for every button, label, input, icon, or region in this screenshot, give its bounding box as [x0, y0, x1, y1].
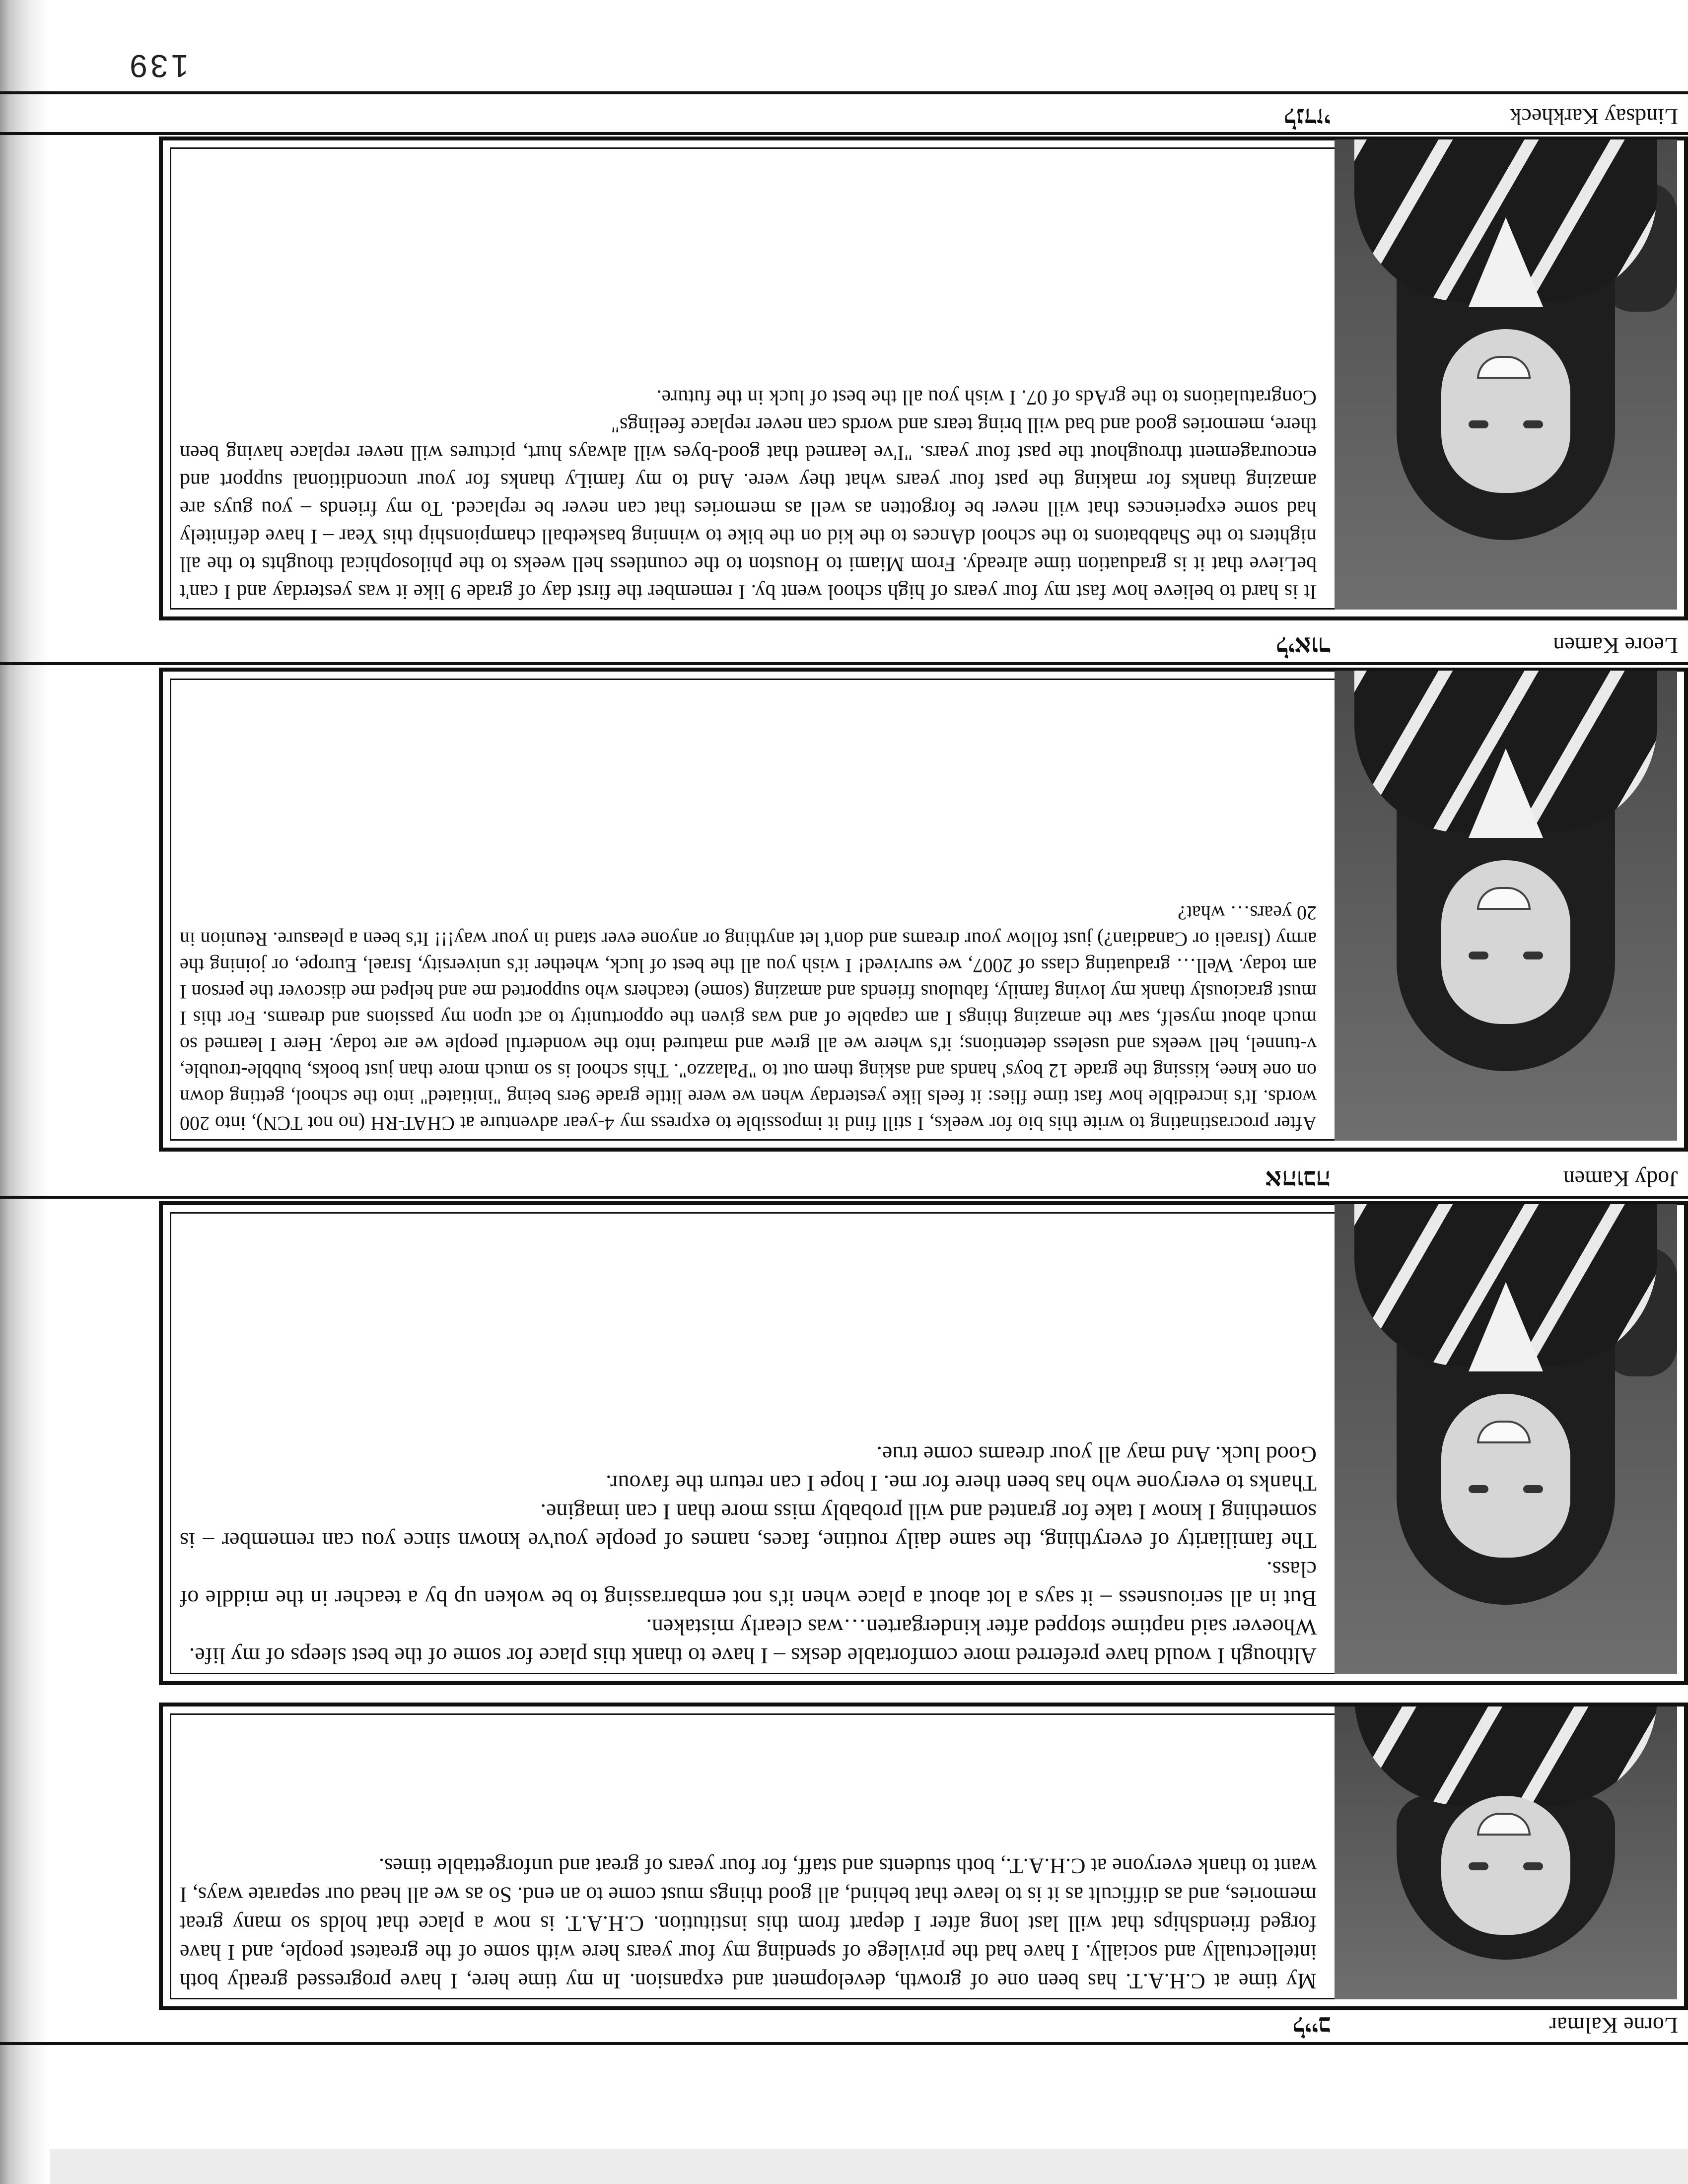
bio-paragraph: It is hard to believe how fast my four years of high school went by. I remember the first day of grade 9 like it was yesterday and I can't beLieve that it is graduation time already. From Miami to Houston to the countless hell weeks to the philosophical thoughts to the all nighters to the Shabbatons to the school dAnces to the kid on the bike to winning basketball championship this Year – I have definitely had some experiences that will never be forgotten as well as memories that can never be replaced. To my friends – you guys are amazing thanks for making the past four years what they were. And to my famiLy thanks for your unconditional support and encouragement throughout the past four years. "I've learned that good-byes will always hurt, pictures will never replace having been there, memories good and bad will bring tears and words can never replace feelings": [180, 413, 1317, 603]
eye: [1469, 420, 1488, 428]
scan-edge: [0, 0, 50, 2184]
eye: [1523, 1485, 1543, 1493]
face: [1441, 860, 1570, 1024]
student-photo: [1335, 1204, 1677, 1674]
eye: [1523, 952, 1543, 959]
student-bio: [180, 1248, 1317, 1670]
smile: [1477, 1813, 1531, 1836]
smile: [1477, 356, 1531, 379]
student-photo: [1335, 1706, 1677, 1999]
student-name: Lindsay Karkheck: [1510, 104, 1678, 130]
bio-paragraph: But in all seriousness – it says a lot about a place when it's not embarrassing to be woken up by a teacher in the middle of class.: [180, 1557, 1317, 1611]
bio-paragraph: Although I would have preferred more comfortable desks – I have to thank this place for some of the best sleeps of my life.: [189, 1643, 1317, 1669]
hebrew-name: לנדזי: [1283, 103, 1331, 131]
student-photo: [1335, 671, 1677, 1141]
scan-top-strip: [0, 2149, 1688, 2184]
student-name: Leore Kamen: [1553, 633, 1678, 658]
eye: [1469, 1862, 1488, 1870]
divider-line: [0, 662, 1688, 665]
face: [1441, 1394, 1570, 1558]
name-bar: [159, 630, 1688, 660]
bio-paragraph: Congratulations to the grAds of 07. I wish you all the best of luck in the future.: [656, 386, 1317, 409]
student-entry: [159, 668, 1688, 1152]
hebrew-name: אהובה: [1265, 1165, 1331, 1193]
hebrew-name: לייב: [1292, 2011, 1331, 2040]
student-bio: [180, 184, 1317, 606]
eye: [1469, 952, 1488, 959]
student-entry: [159, 1201, 1688, 1685]
bio-paragraph: Thanks to everyone who has been there for me. I hope I can return the favour.: [606, 1471, 1317, 1496]
student-name: Jody Kamen: [1563, 1166, 1678, 1192]
divider-line: [0, 132, 1688, 135]
bio-paragraph: After procrastinating to write this bio for weeks, I still find it impossible to express my 4-year adventure at CHAT-RH (no not TCN), into 200 words. It's incredible how fast time flies: it feels like yesterday when we were little grade 9ers being "initiated" into the school, getting down on one knee, kissing the grade 12 boys' hands and asking them out to "Palazzo". This school is so much more than just books, bubble-trouble, v-tunnel, hell weeks and useless detentions; it's where we all grew and matured into the wonderful people we are today. Here I learned so much about myself, saw the amazing things I am capable of and was given the opportunity to act upon my passions and dreams. For this I must graciously thank my loving family, fabulous friends and amazing (some) teachers who supported me and helped me discover the person I am today. Well… graduating class of 2007, we survived! I wish you all the best of luck, whether it's university, Israel, Europe, or joining the army (Israeli or Canadian?) just follow your dreams and don't let anything or anyone ever stand in your way!!! It's been a pleasure. Reunion in 20 years… what?: [180, 902, 1317, 1135]
hebrew-name: ליאור: [1275, 631, 1331, 660]
eye: [1469, 1485, 1488, 1493]
student-entry: [159, 1703, 1688, 2010]
divider-line: [0, 91, 1688, 94]
eye: [1523, 1862, 1543, 1870]
student-bio: [180, 715, 1317, 1137]
smile: [1477, 887, 1531, 910]
shoulders: [1354, 1706, 1657, 1806]
student-photo: [1335, 139, 1677, 610]
smile: [1477, 1421, 1531, 1443]
student-name: Lorne Kalmar: [1549, 2013, 1678, 2038]
student-bio: [180, 1717, 1317, 1995]
divider-line: [0, 2042, 1688, 2045]
student-entry: [159, 136, 1688, 620]
eye: [1523, 420, 1543, 428]
name-bar: [159, 1164, 1688, 1194]
divider-line: [0, 1196, 1688, 1199]
bio-paragraph: My time at C.H.A.T. has been one of growth, development and expansion. In my time here, I have progressed greatly both intellectually and socially. I have had the privilege of spending my four years here with some of the greatest people, and I have forged friendships that will last long after I depart from this institution. C.H.A.T. is now a place that holds so many great memories, and as difficult as it is to leave that behind, all good things must come to an end. So as we all head our separate ways, I want to thank everyone at C.H.A.T., both students and staff, for four years of great and unforgettable times.: [180, 1854, 1317, 1993]
face: [1441, 1796, 1570, 1935]
name-bar: [159, 102, 1688, 132]
bio-paragraph: The familiarity of everything, the same daily routine, faces, names of people you've known since you can remember – is something I know I take for granted and will probably miss more than I can imagine.: [180, 1500, 1317, 1554]
bio-paragraph: Whoever said naptime stopped after kindergarten…was clearly mistaken.: [646, 1615, 1317, 1640]
page-number: 139: [127, 48, 189, 84]
bio-paragraph: Good luck. And may all your dreams come true.: [876, 1442, 1317, 1467]
face: [1441, 329, 1570, 493]
name-bar: [159, 2010, 1688, 2040]
